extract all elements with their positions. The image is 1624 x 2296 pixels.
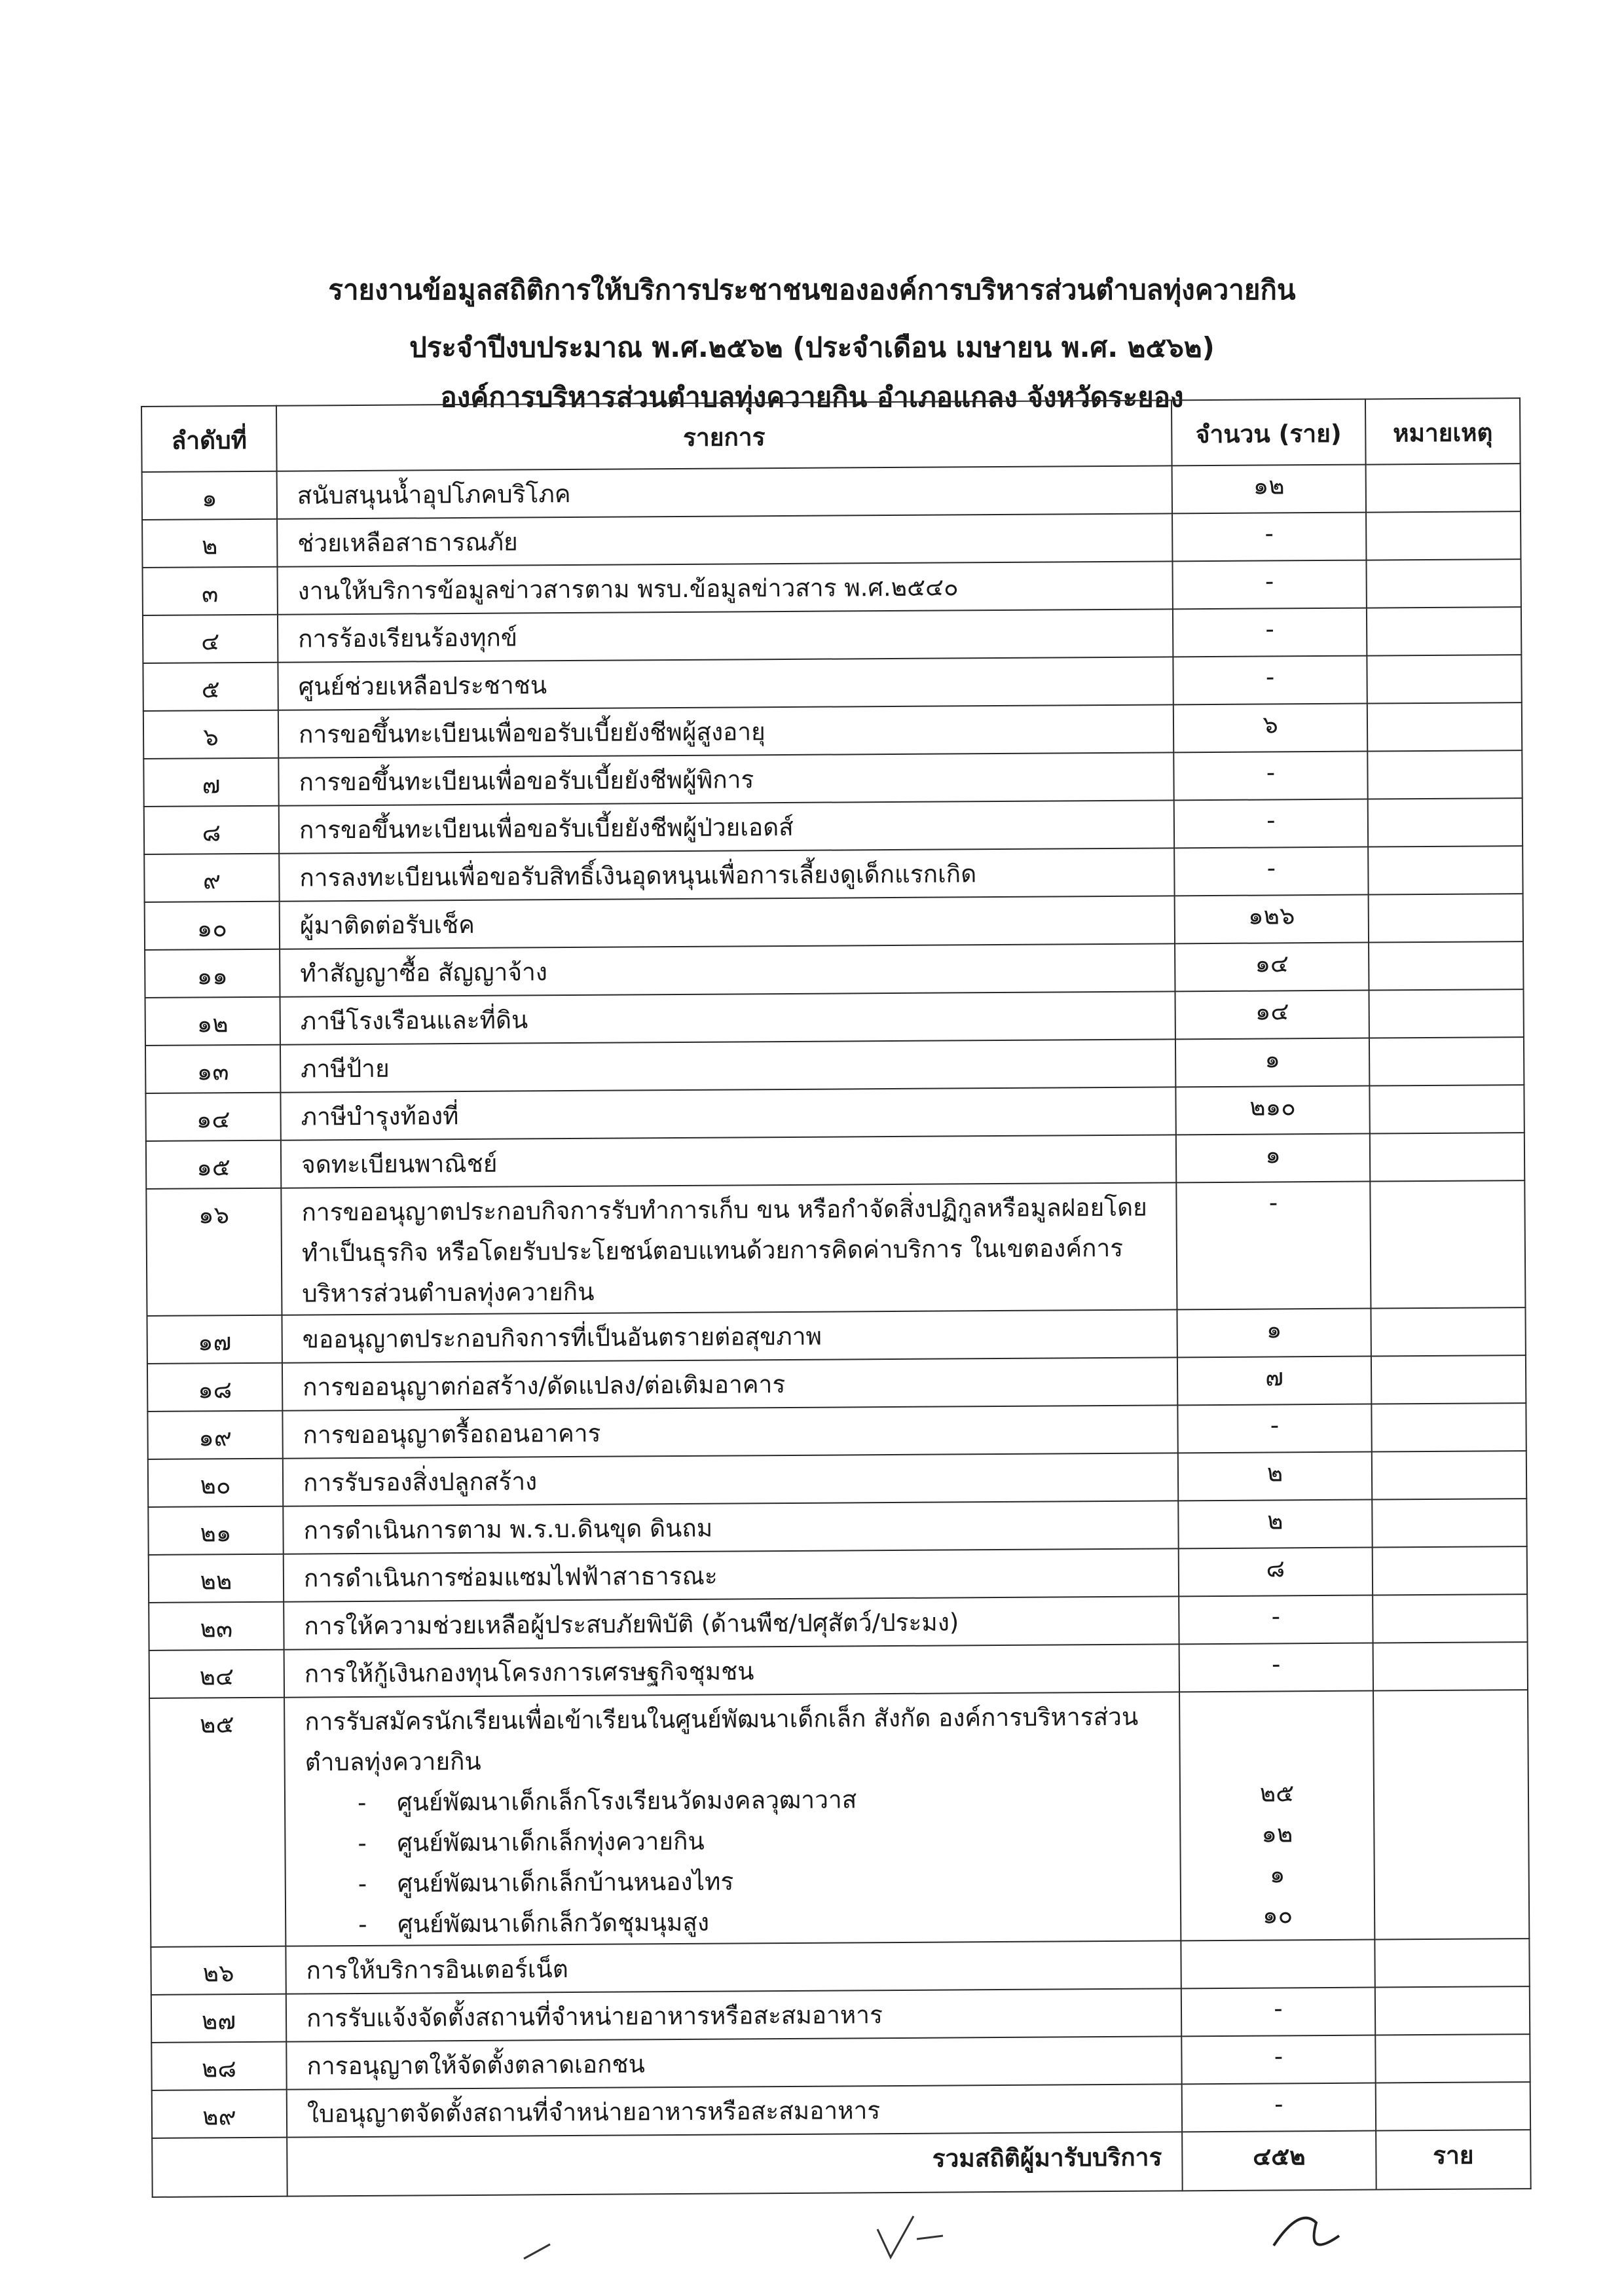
row-number: ๓ [143,567,278,615]
row-number: ๗ [143,758,278,807]
row-count: ๘ [1179,1548,1373,1597]
row-count: ๒ [1178,1500,1372,1549]
subitem-dash: - [358,1829,367,1858]
row-count: ๑ [1176,1134,1370,1183]
row-item: การให้บริการอินเตอร์เน็ต [286,1941,1181,1994]
report-organization: องค์การบริหารส่วนตำบลทุ่งควายกิน อำเภอแกลง จังหวัดระยอง [440,381,1184,413]
row-count: - [1173,608,1367,657]
row-number: ๒๔ [149,1650,284,1698]
row-item: ศูนย์ช่วยเหลือประชาชน [278,657,1173,710]
row-count: ๑ [1177,1309,1371,1358]
row-count: ๑๒ [1172,465,1366,514]
row-count: - [1173,752,1367,801]
row-item: ช่วยเหลือสาธารณภัย [277,513,1172,566]
subitem-dash: - [358,1869,367,1899]
subitem-label: ศูนย์พัฒนาเด็กเล็กบ้านหนองไทร [397,1867,734,1898]
row-item: การดำเนินการซ่อมแซมไฟฟ้าสาธารณะ [284,1548,1179,1601]
subitem-count: ๒๕ [1259,1779,1295,1808]
row-item: จดทะเบียนพาณิชย์ [281,1135,1176,1188]
row-count: - [1174,799,1368,848]
row-item: ทำสัญญาซื้อ สัญญาจ้าง [280,943,1175,996]
total-label: รวมสถิติผู้มารับบริการ [287,2132,1183,2196]
row-number: ๒๗ [151,1994,286,2043]
row-number: ๒๓ [149,1602,284,1650]
header-no: ลำดับที่ [141,406,277,472]
row-count: - [1172,560,1366,610]
row-item: การดำเนินการตาม พ.ร.บ.ดินขุด ดินถม [283,1501,1178,1554]
row-number: ๒๙ [152,2090,287,2138]
row-item: การรับแจ้งจัดตั้งสถานที่จำหน่ายอาหารหรือสะสมอาหาร [286,1988,1181,2041]
row-number: ๒๐ [148,1459,283,1507]
row-number: ๑๕ [146,1140,281,1189]
row-number: ๙ [144,854,279,902]
row-number: ๘ [144,806,279,854]
row-item: งานให้บริการข้อมูลข่าวสารตาม พรบ.ข้อมูลข่าวสาร พ.ศ.๒๕๔๐ [278,561,1173,614]
row-count: ๑๔ [1175,991,1369,1040]
row-item: การให้กู้เงินกองทุนโครงการเศรษฐกิจชุมชน [284,1644,1179,1697]
row-number: ๖ [143,710,278,759]
row-number: ๑๒ [145,997,280,1046]
row-item: การให้ความช่วยเหลือผู้ประสบภัยพิบัติ (ด้านพืช/ปศุสัตว์/ประมง) [284,1596,1179,1649]
row-count: ๑๒๖ [1175,895,1369,944]
row-item: ภาษีบำรุงท้องที่ [280,1087,1175,1140]
row-item: การรับรองสิ่งปลูกสร้าง [283,1453,1178,1506]
subitem-count: ๑๐ [1262,1901,1293,1929]
row-number: ๑๘ [147,1363,282,1412]
row-count: - [1181,1988,1375,2037]
row-item: ใบอนุญาตจัดตั้งสถานที่จำหน่ายอาหารหรือสะสมอาหาร [287,2084,1182,2137]
report-period: ประจำปีงบประมาณ พ.ศ.๒๕๖๒ (ประจำเดือน เมษายน พ.ศ. ๒๕๖๒) [409,331,1215,363]
row-number: ๑๐ [145,902,280,950]
row-number: ๑ [142,471,277,520]
row-item: การอนุญาตให้จัดตั้งตลาดเอกชน [286,2036,1181,2089]
row-count: ๒๑๐ [1175,1086,1369,1135]
row-count: - [1181,2035,1375,2085]
row-number: ๑๗ [147,1315,282,1364]
row-number: ๔ [143,615,278,663]
row-count: - [1173,656,1367,705]
row-item: สนับสนุนน้ำอุปโภคบริโภค [277,465,1172,519]
header-item: รายการ [276,400,1172,471]
subitem-label: ศูนย์พัฒนาเด็กเล็กวัดชุมนุมสูง [397,1908,710,1939]
header-remark: หมายเหตุ [1365,398,1521,464]
row-item: ผู้มาติดต่อรับเช็ค [280,896,1175,949]
row-count: ๖ [1173,704,1367,753]
row-item: ขออนุญาตประกอบกิจการที่เป็นอันตรายต่อสุขภาพ [282,1309,1177,1362]
row-number: ๕ [143,663,278,711]
row-item: การขอขึ้นทะเบียนเพื่อขอรับเบี้ยยังชีพผู้พิการ [278,752,1173,805]
row-number: ๒๑ [148,1506,283,1555]
subitem-count: ๑๒ [1261,1819,1293,1848]
row-count: ๗ [1177,1357,1371,1406]
row-number: ๒๒ [149,1554,284,1603]
row-number: ๒๕ [149,1698,286,1947]
row-item: การขออนุญาตรื้อถอนอาคาร [282,1405,1177,1458]
row-count: - [1174,847,1368,896]
total-unit: ราย [1376,2130,1531,2189]
row-item: การขอขึ้นทะเบียนเพื่อขอรับเบี้ยยังชีพผู้สูงอายุ [278,704,1173,757]
row-count: ๒ [1178,1452,1372,1501]
row-count: ๑๔ [1175,943,1369,992]
row-number: ๑๓ [145,1045,280,1093]
row-number: ๑๖ [146,1188,282,1316]
subitem-label: ศูนย์พัฒนาเด็กเล็กโรงเรียนวัดมงคลวุฒาวาส [396,1785,857,1817]
row-number: ๑๔ [145,1093,280,1141]
row-count: - [1177,1404,1371,1453]
row-number: ๒ [142,519,277,568]
row-number: ๑๑ [145,949,280,998]
row-count: - [1172,513,1366,562]
row-item: การขออนุญาตประกอบกิจการรับทำการเก็บ ขน หรือกำจัดสิ่งปฏิกูลหรือมูลฝอยโดยทำเป็นธุรกิจ หรือโดยรับประโยชน์ตอบแทนด้วยการคิดค่าบริการ ในเขตองค์การบริหารส่วนตำบลทุ่งควายกิน [281,1182,1177,1315]
row-count: - [1179,1643,1373,1692]
row-number: ๑๙ [147,1411,282,1459]
total-value: ๔๕๒ [1182,2131,1376,2191]
row-item: ภาษีป้าย [280,1039,1175,1092]
report-title: รายงานข้อมูลสถิติการให้บริการประชาชนขององค์การบริหารส่วนตำบลทุ่งควายกิน [328,274,1296,306]
row-item: ภาษีโรงเรือนและที่ดิน [280,991,1175,1044]
row-count: ๑ [1175,1038,1369,1087]
subitem-dash: - [357,1788,367,1817]
row-item: การร้องเรียนร้องทุกข์ [278,609,1173,662]
subitem-label: ศูนย์พัฒนาเด็กเล็กทุ่งควายกิน [397,1827,705,1857]
row-item: การขออนุญาตก่อสร้าง/ดัดแปลง/ต่อเติมอาคาร [282,1357,1177,1410]
row-item-title: การรับสมัครนักเรียนเพื่อเข้าเรียนในศูนย์พัฒนาเด็กเล็ก สังกัด องค์การบริหารส่วนตำบลทุ่งควายกิน [304,1702,1139,1777]
row-number: ๒๖ [151,1946,286,1995]
header-count: จำนวน (ราย) [1172,399,1366,466]
row-item: การขอขึ้นทะเบียนเพื่อขอรับเบี้ยยังชีพผู้ป่วยเอดส์ [279,800,1174,853]
row-count: - [1176,1182,1371,1310]
row-count: - [1182,2083,1376,2132]
row-count: - [1179,1595,1373,1645]
row-number: ๒๘ [151,2042,286,2090]
row-item: การลงทะเบียนเพื่อขอรับสิทธิ์เงินอุดหนุนเพื่อการเลี้ยงดูเด็กแรกเกิด [279,848,1174,901]
subitem-dash: - [358,1910,367,1939]
subitem-count: ๑ [1269,1860,1285,1889]
